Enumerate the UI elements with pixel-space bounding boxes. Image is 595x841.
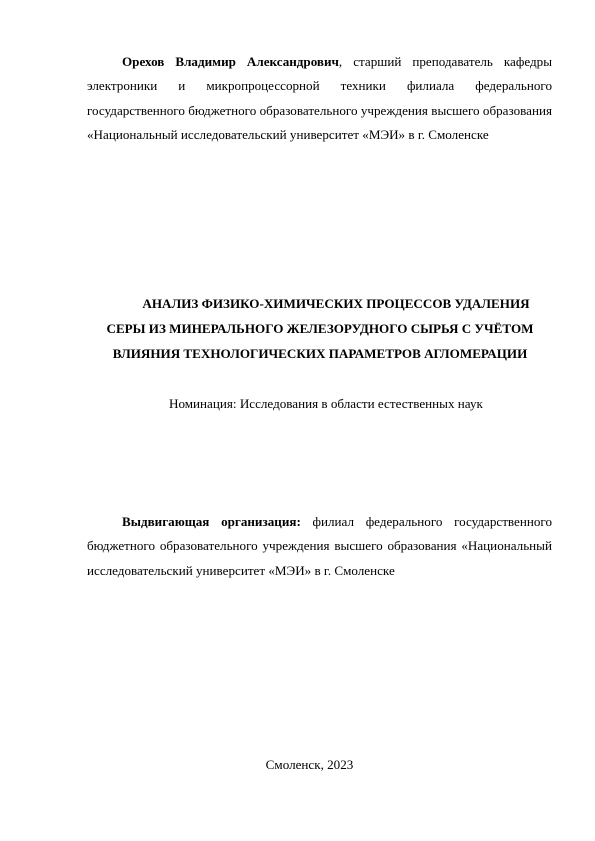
organization-label: Выдвигающая организация: [122,514,301,529]
title-line-2: СЕРЫ ИЗ МИНЕРАЛЬНОГО ЖЕЛЕЗОРУДНОГО СЫРЬЯ С УЧЁТОМ [106,321,534,336]
nomination-text: Номинация: Исследования в области естественных наук [169,396,483,411]
city-year: Смоленск, 2023 [265,757,354,772]
document-title [75,291,565,366]
title-line-1: АНАЛИЗ ФИЗИКО-ХИМИЧЕСКИХ ПРОЦЕССОВ УДАЛЕНИЯ [142,296,530,311]
title-line-3: ВЛИЯНИЯ ТЕХНОЛОГИЧЕСКИХ ПАРАМЕТРОВ АГЛОМЕРАЦИИ [112,346,528,361]
organization-paragraph [87,510,552,583]
author-name: Орехов Владимир Александрович [122,54,339,69]
organization-text: филиал федерального государственного бюджетного образовательного учреждения высшего образования «Национальный исследовательский университет «МЭИ» в г. Смоленске [87,514,553,578]
author-paragraph [87,50,552,148]
author-description: , старший преподаватель кафедры электроники и микропроцессорной техники филиала федерального государственного бюджетного образовательного учреждения высшего образования «Национальный исследовательский университет «МЭИ» в г. Смоленске [87,54,552,143]
